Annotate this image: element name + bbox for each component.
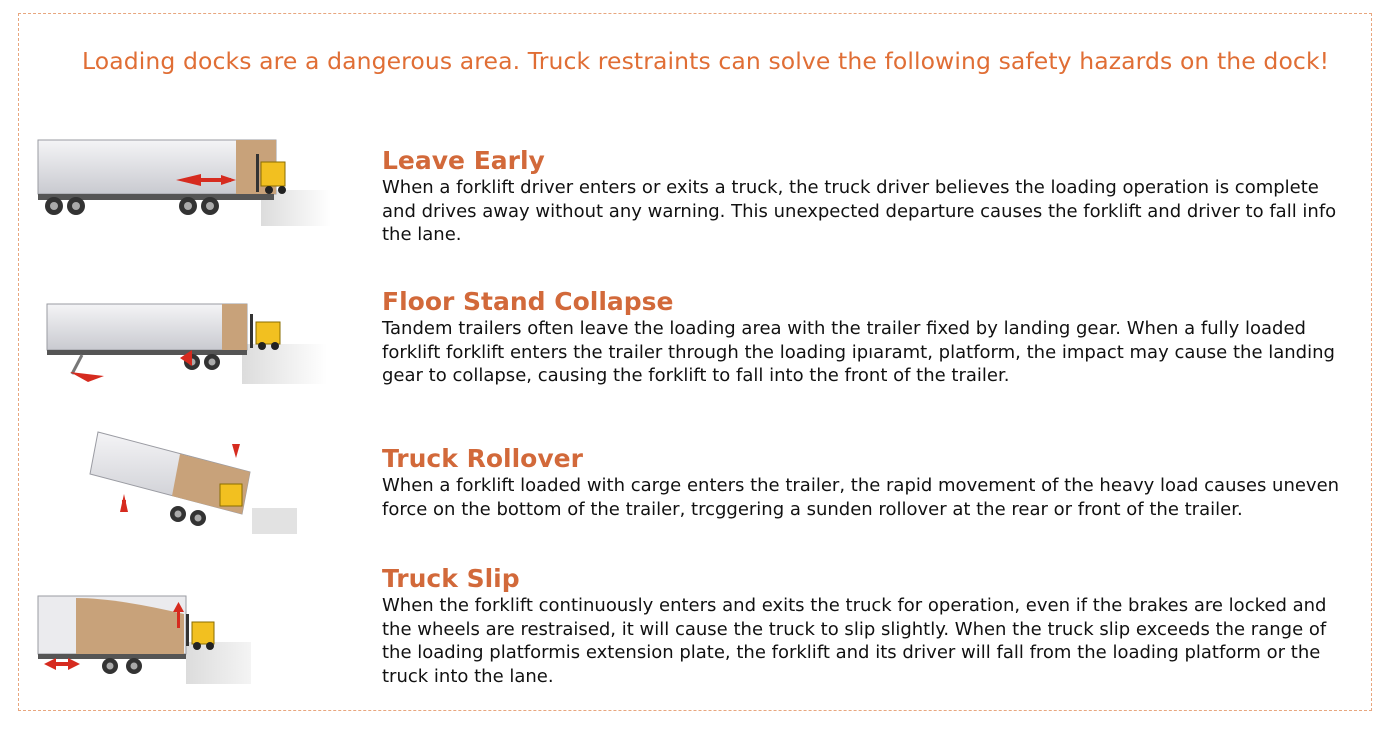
landing-gear-collapse-illustration xyxy=(42,292,327,392)
hazard-title: Truck Rollover xyxy=(382,444,583,473)
hazard-truck-slip xyxy=(382,564,1357,688)
hazard-description: Tandem trailers often leave the loading area with the trailer fixed by landing gear. When a fully loaded forklift forklift enters the trailer through the loading ipıaramt, platform, the impact may cause the landing gear to collapse, causing the forklift to fall into the front of the trailer. xyxy=(382,318,1335,386)
hazard-title: Leave Early xyxy=(382,146,545,175)
truck-slip-illustration xyxy=(36,584,251,688)
hazard-description: When a forklift loaded with carge enters the trailer, the rapid movement of the heavy load causes uneven force on the bottom of the trailer, trcggering a sunden rollover at the rear or front of the trailer. xyxy=(382,475,1340,520)
hazard-title: Truck Slip xyxy=(382,564,520,593)
hazard-floor-stand-collapse xyxy=(382,287,1357,388)
trailer-rollover-illustration xyxy=(80,428,300,538)
hazard-description: When a forklift driver enters or exits a truck, the truck driver believes the loading operation is complete and drives away without any warning. This unexpected departure causes the forklift and driver to fall info the lane. xyxy=(382,177,1337,245)
hazard-title: Floor Stand Collapse xyxy=(382,287,674,316)
hazard-description: When the forklift continuously enters and exits the truck for operation, even if the brakes are locked and the wheels are restraised, it will cause the truck to slip slightly. When the truck slip exceeds the range of the loading platformis extension plate, the forklift and its driver will fall from the loading platform or the truck into the lane. xyxy=(382,595,1327,687)
hazard-truck-rollover xyxy=(382,444,1357,521)
truck-leaving-dock-illustration xyxy=(36,128,331,228)
intro-text: Loading docks are a dangerous area. Truck restraints can solve the following safety hazards on the dock! xyxy=(82,47,1330,75)
hazard-leave-early xyxy=(382,146,1357,247)
